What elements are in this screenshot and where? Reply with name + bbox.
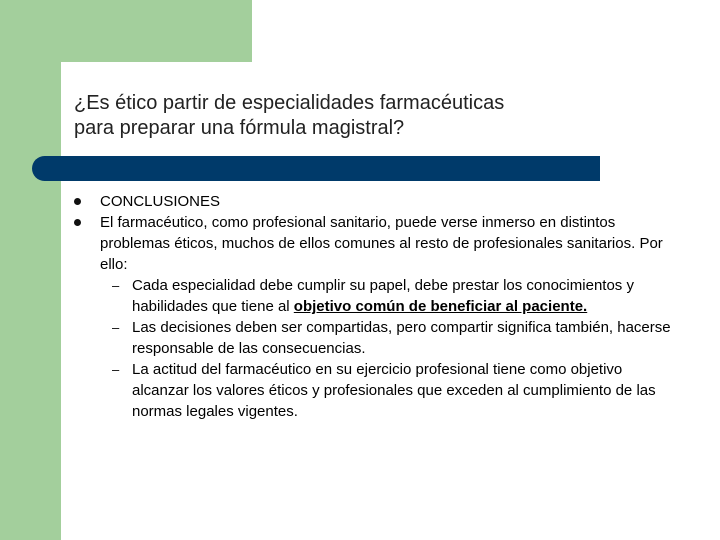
slide-title-line-1: ¿Es ético partir de especialidades farmacéuticas <box>74 92 505 114</box>
sub-bullet-1 <box>74 275 674 317</box>
bullet-item-conclusiones <box>74 191 674 212</box>
bullet-list <box>74 191 674 422</box>
sub-bullet-1-emphasis: objetivo común de beneficiar al paciente. <box>293 298 588 315</box>
conclusiones-heading: CONCLUSIONES <box>100 193 221 210</box>
slide-title <box>74 91 694 141</box>
green-decoration-left <box>0 0 61 540</box>
sub-bullet-2 <box>74 317 674 359</box>
title-divider-bar <box>32 156 600 181</box>
slide-title-line-2: para preparar una fórmula magistral? <box>74 117 405 139</box>
bullet-dot-icon <box>74 219 81 226</box>
dash-marker-icon: – <box>112 320 120 335</box>
sub-bullet-1-text: Cada especialidad debe cumplir su papel, debe prestar los conocimientos y habilidades que tiene al <box>132 277 634 315</box>
sub-bullet-3-text: La actitud del farmacéutico en su ejercicio profesional tiene como objetivo alcanzar los valores éticos y profesionales que exceden al cumplimiento de las normas legales vigentes. <box>132 361 656 420</box>
dash-marker-icon: – <box>112 278 120 293</box>
dash-marker-icon: – <box>112 362 120 377</box>
bullet-dot-icon <box>74 198 81 205</box>
sub-bullet-3 <box>74 359 674 422</box>
intro-text: El farmacéutico, como profesional sanitario, puede verse inmerso en distintos problemas éticos, muchos de ellos comunes al resto de profesionales sanitarios. Por ello: <box>100 214 663 273</box>
bullet-item-intro <box>74 212 674 275</box>
sub-bullet-2-text: Las decisiones deben ser compartidas, pero compartir significa también, hacerse responsable de las consecuencias. <box>132 319 671 357</box>
